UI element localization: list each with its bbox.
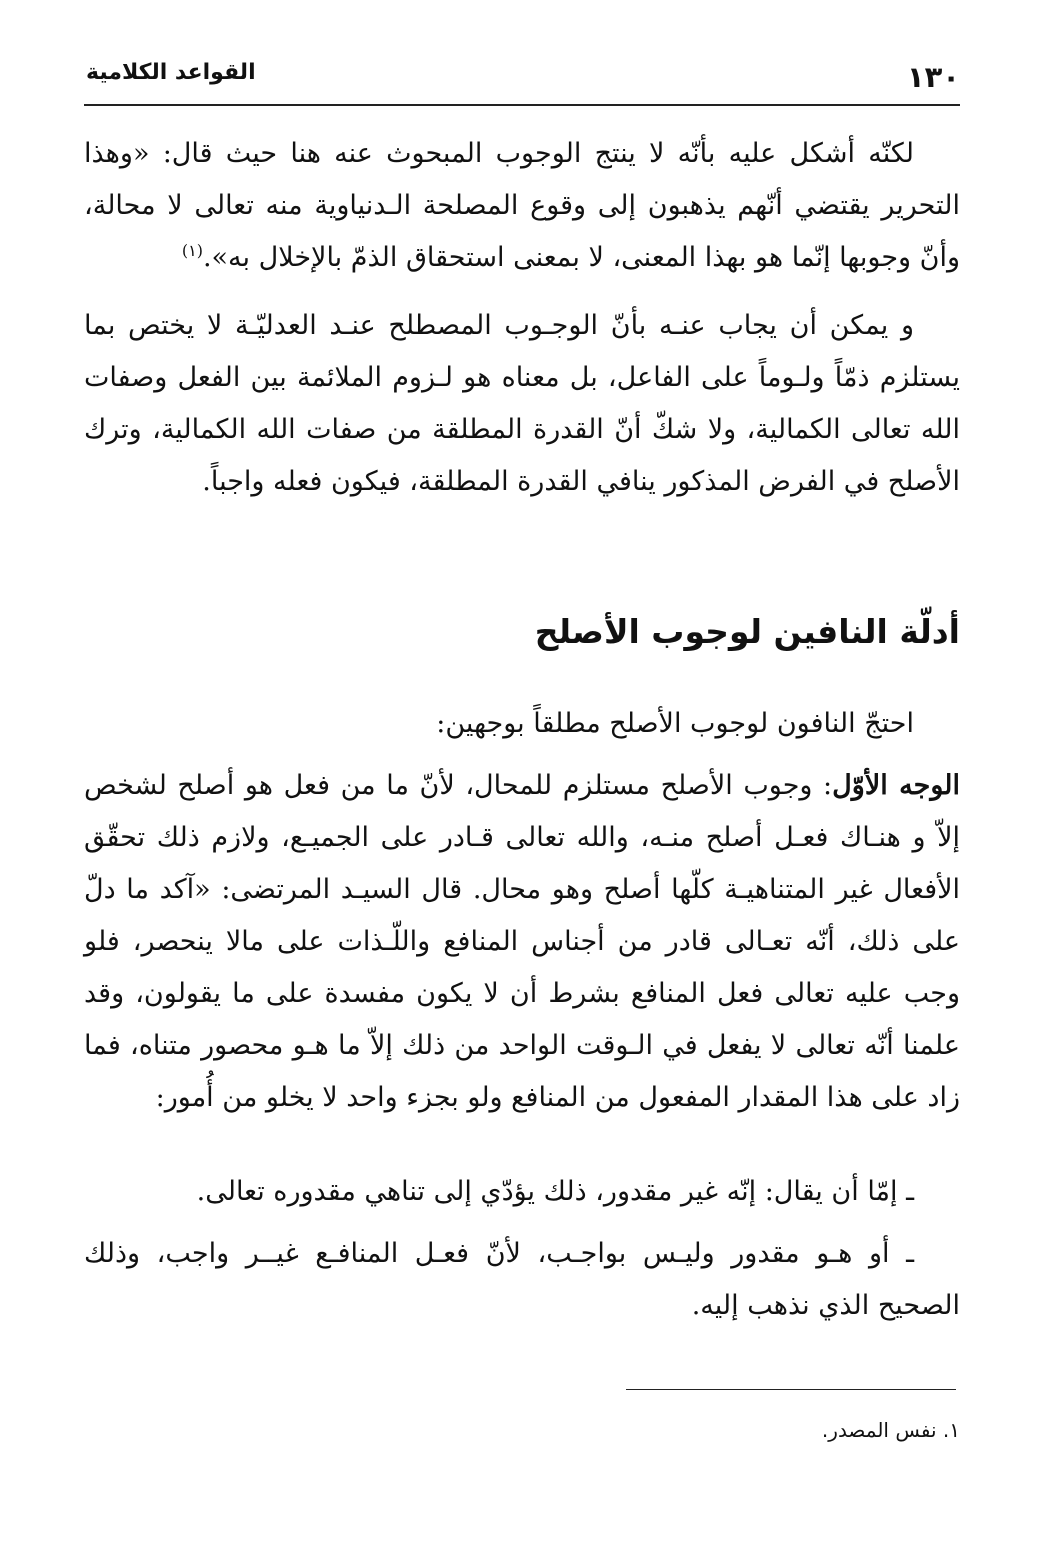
book-title: القواعد الكلامية xyxy=(86,60,256,85)
option-one-text: ـ إمّا أن يقال: إنّه غير مقدور، ذلك يؤدّي إلى تناهي مقدوره تعالى. xyxy=(196,1176,914,1207)
footnote-ref-1[interactable]: (١) xyxy=(181,241,203,260)
option-two-text: ـ أو هـو مقدور وليـس بواجـب، لأنّ فعـل المنافـع غيــر واجب، وذلك الصحيح الذي نذهب إليه. xyxy=(84,1238,960,1321)
face-one-label: الوجه الأوّل xyxy=(832,770,960,801)
section-intro-text: احتجّ النافون لوجوب الأصلح مطلقاً بوجهين: xyxy=(436,708,914,739)
page-number: ١٣٠ xyxy=(906,60,960,94)
section-intro xyxy=(84,698,960,750)
paragraph-1-text: لكنّه أشكل عليه بأنّه لا ينتج الوجوب المبحوث عنه هنا حيث قال: «وهذا التحرير يقتضي أنّهم يذهبون إلى وقوع المصلحة الـدنياوية منه تعالى لا محالة، وأنّ وجوبها إنّما هو بهذا المعنى، لا بمعنى استحقاق الذمّ بالإخلال به». xyxy=(84,138,960,273)
section-heading: أدلّة النافين لوجوب الأصلح xyxy=(534,612,960,651)
paragraph-2-text: و يمكن أن يجاب عنـه بأنّ الوجـوب المصطلح عنـد العدليّـة لا يختص بما يستلزم ذمّاً ولـوماً على الفاعل، بل معناه هو لـزوم الملائمة بين الفعل وصفات الله تعالى الكمالية، ولا شكّ أنّ القدرة المطلقة من صفات الله الكمالية، وترك الأصلح في الفرض المذكور ينافي القدرة المطلقة، فيكون فعله واجباً. xyxy=(84,310,960,497)
paragraph-1 xyxy=(84,128,960,284)
option-two xyxy=(84,1228,960,1332)
paragraph-2 xyxy=(84,300,960,508)
footnote-1: ١. نفس المصدر. xyxy=(821,1418,960,1442)
face-one-paragraph xyxy=(84,760,960,1124)
face-one-text: : وجوب الأصلح مستلزم للمحال، لأنّ ما من فعل هو أصلح لشخص إلاّ و هنـاك فعـل أصلح منـه، والله تعالى قـادر على الجميـع، ولازم ذلك تحقّق الأفعال غير المتناهيـة كلّها أصلح وهو محال. قال السيـد المرتضى: «آكد ما دلّ على ذلك، أنّه تعـالى قادر من أجناس المنافع واللّـذات على مالا ينحصر، فلو وجب عليه تعالى فعل المنافع بشرط أن لا يكون مفسدة على ما يقولون، وقد علمنا أنّه تعالى لا يفعل في الـوقت الواحد من ذلك إلاّ ما هـو محصور متناه، فما زاد على هذا المقدار المفعول من المنافع ولو بجزء واحد لا يخلو من أُمور: xyxy=(84,770,960,1113)
footnote-rule xyxy=(626,1389,956,1390)
option-one xyxy=(84,1166,960,1218)
header-rule xyxy=(84,104,960,106)
running-head xyxy=(86,56,960,96)
